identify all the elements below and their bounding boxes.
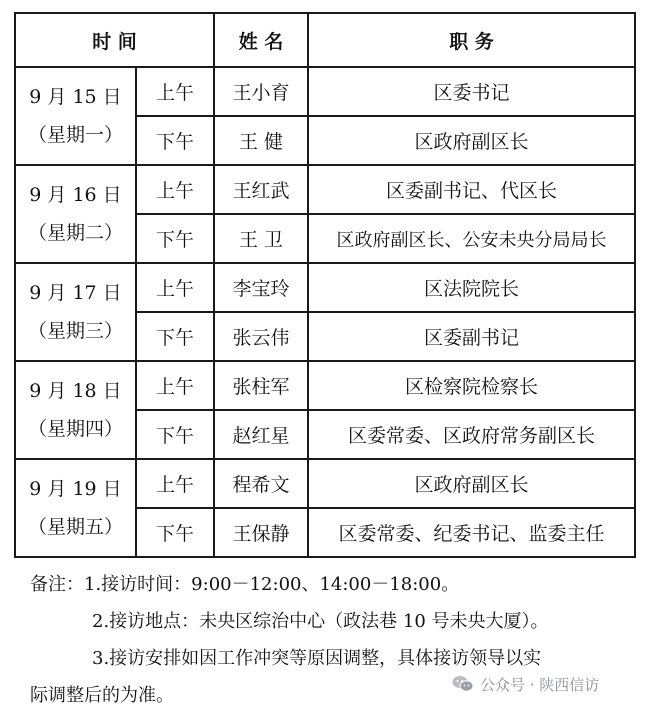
watermark [452,672,599,696]
period-cell: 下午 [136,312,214,361]
name-cell: 王保静 [214,508,308,557]
position-cell: 区政府副区长、公安未央分局局长 [308,214,635,263]
weekday-text: （星期五） [27,516,123,538]
table-row [15,263,635,312]
position-cell: 区委副书记 [308,312,635,361]
weekday-text: （星期二） [27,222,123,244]
header-name: 姓 名 [214,13,308,67]
name-cell: 张云伟 [214,312,308,361]
note-line-3: 3.接访安排如因工作冲突等原因调整，具体接访领导以实 [92,648,542,669]
position-cell: 区法院院长 [308,263,635,312]
table-row [15,67,635,116]
name-cell: 王红武 [214,165,308,214]
name-cell: 程希文 [214,459,308,508]
header-time: 时 间 [15,13,214,67]
name-cell: 张柱军 [214,361,308,410]
weekday-text: （星期一） [27,124,123,146]
name-cell: 王 卫 [214,214,308,263]
table-row [15,459,635,508]
name-cell: 赵红星 [214,410,308,459]
position-cell: 区委书记 [308,67,635,116]
date-text: 9 月 16 日 [29,184,122,206]
date-text: 9 月 15 日 [29,86,122,108]
name-cell: 李宝玲 [214,263,308,312]
weekday-text: （星期四） [27,418,123,440]
header-position: 职 务 [308,13,635,67]
date-cell [15,263,136,361]
position-cell: 区委副书记、代区长 [308,165,635,214]
wechat-icon [452,675,474,693]
period-cell: 下午 [136,410,214,459]
date-text: 9 月 19 日 [29,478,122,500]
position-cell: 区政府副区长 [308,459,635,508]
period-cell: 下午 [136,508,214,557]
position-cell: 区委常委、区政府常务副区长 [308,410,635,459]
note-line-1: 备注：1.接访时间：9:00－12:00、14:00－18:00。 [30,574,460,595]
note-line-2: 2.接访地点：未央区综治中心（政法巷 10 号未央大厦）。 [92,611,549,632]
table-header-row [15,13,635,67]
position-cell: 区委常委、纪委书记、监委主任 [308,508,635,557]
position-cell: 区检察院检察长 [308,361,635,410]
watermark-text: 公众号 · 陕西信访 [480,675,600,694]
period-cell: 下午 [136,116,214,165]
period-cell: 上午 [136,263,214,312]
date-cell [15,67,136,165]
position-cell: 区政府副区长 [308,116,635,165]
date-text: 9 月 17 日 [29,282,122,304]
name-cell: 王 健 [214,116,308,165]
date-cell [15,165,136,263]
date-cell [15,459,136,557]
date-text: 9 月 18 日 [29,380,122,402]
period-cell: 上午 [136,165,214,214]
table-row [15,165,635,214]
reception-schedule-table [14,12,636,558]
period-cell: 下午 [136,214,214,263]
weekday-text: （星期三） [27,320,123,342]
period-cell: 上午 [136,459,214,508]
period-cell: 上午 [136,361,214,410]
period-cell: 上午 [136,67,214,116]
note-line-4: 际调整后的为准。 [30,685,174,706]
name-cell: 王小育 [214,67,308,116]
table-row [15,361,635,410]
date-cell [15,361,136,459]
